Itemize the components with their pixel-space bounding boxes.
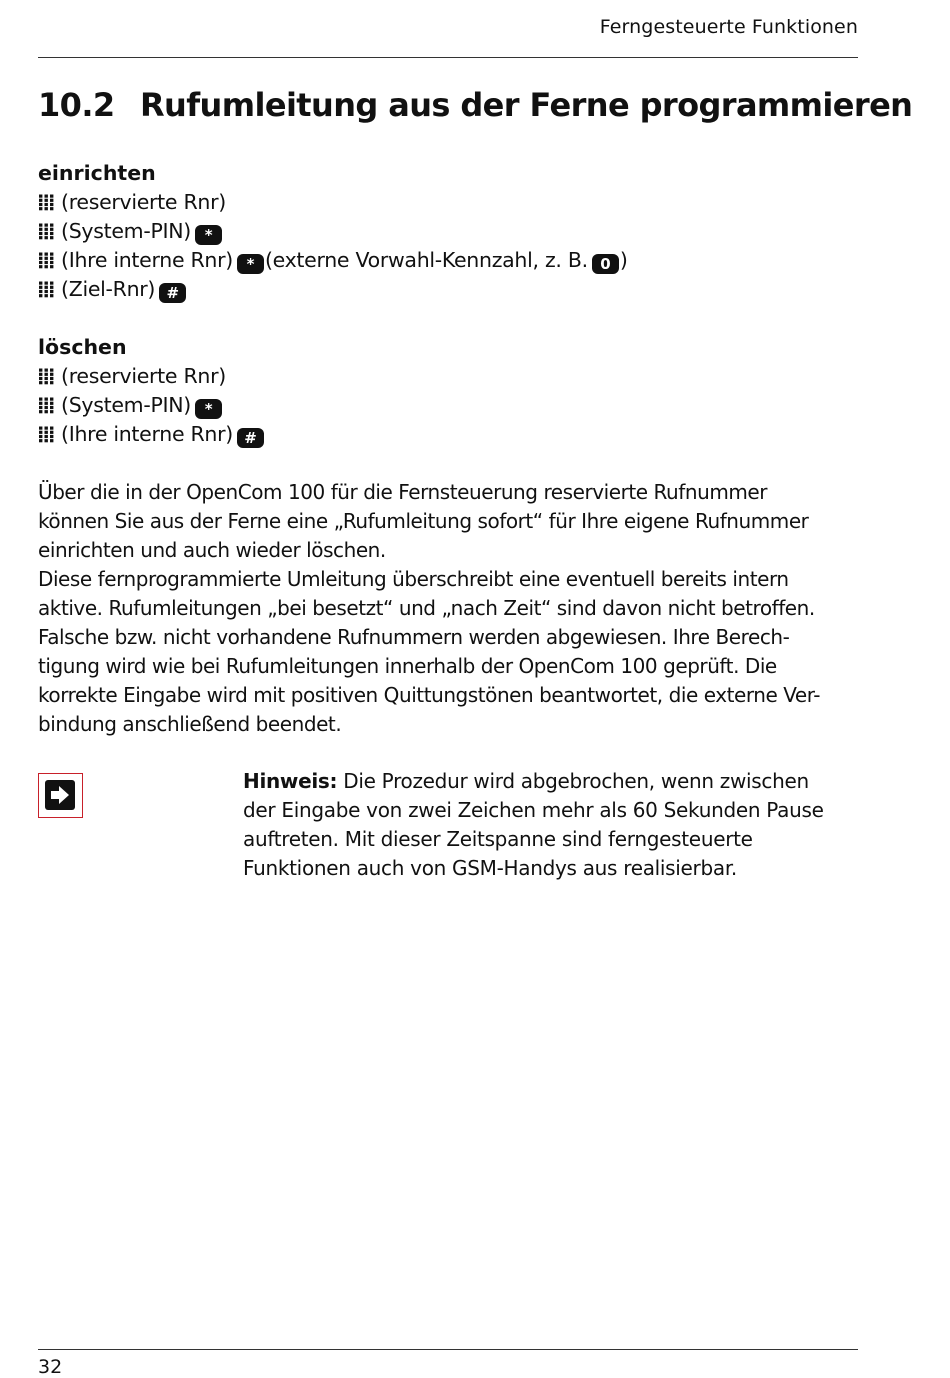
arrow-right-icon xyxy=(45,780,75,810)
section-heading xyxy=(38,86,912,124)
header-rule xyxy=(38,57,858,58)
step-text: (Ziel-Rnr) xyxy=(61,277,156,301)
loeschen-step-1 xyxy=(38,362,265,391)
step-text: (reservierte Rnr) xyxy=(61,190,226,214)
keypad-icon xyxy=(38,277,55,294)
loeschen-block xyxy=(38,333,265,449)
loeschen-title: löschen xyxy=(38,335,127,359)
step-text-after: (externe Vorwahl-Kennzahl, z. B. xyxy=(264,248,588,272)
footer-rule xyxy=(38,1349,858,1350)
step-text: (System-PIN) xyxy=(61,219,191,243)
body-line: aktive. Rufumleitungen „bei besetzt“ und „nach Zeit“ sind davon nicht betroffen. xyxy=(38,596,815,620)
note-line: Die Prozedur wird abgebrochen, wenn zwischen xyxy=(343,769,809,793)
loeschen-step-3 xyxy=(38,420,265,449)
einrichten-step-2 xyxy=(38,217,628,246)
step-text: (Ihre interne Rnr) xyxy=(61,422,233,446)
body-line: einrichten und auch wieder löschen. xyxy=(38,538,386,562)
hash-key-icon: # xyxy=(237,428,264,448)
keypad-icon xyxy=(38,364,55,381)
keypad-icon xyxy=(38,422,55,439)
body-paragraph xyxy=(38,478,866,739)
einrichten-block xyxy=(38,159,628,304)
note-label: Hinweis: xyxy=(243,769,338,793)
loeschen-step-2 xyxy=(38,391,265,420)
step-text: (reservierte Rnr) xyxy=(61,364,226,388)
keypad-icon xyxy=(38,219,55,236)
zero-key-icon: 0 xyxy=(592,254,619,274)
keypad-icon xyxy=(38,190,55,207)
body-line: Über die in der OpenCom 100 für die Fernsteuerung reservierte Rufnummer xyxy=(38,480,768,504)
note-line: der Eingabe von zwei Zeichen mehr als 60 Sekunden Pause xyxy=(243,798,824,822)
body-line: Diese fernprogrammierte Umleitung überschreibt eine eventuell bereits intern xyxy=(38,567,789,591)
body-line: können Sie aus der Ferne eine „Rufumleitung sofort“ für Ihre eigene Rufnummer xyxy=(38,509,809,533)
einrichten-title: einrichten xyxy=(38,161,156,185)
body-line: Falsche bzw. nicht vorhandene Rufnummern werden abgewiesen. Ihre Berech- xyxy=(38,625,790,649)
star-key-icon: * xyxy=(195,225,222,245)
step-text: (Ihre interne Rnr) xyxy=(61,248,233,272)
page-number: 32 xyxy=(38,1356,63,1378)
keypad-icon xyxy=(38,393,55,410)
note-line: Funktionen auch von GSM-Handys aus realisierbar. xyxy=(243,856,737,880)
manual-page xyxy=(38,0,913,1378)
note-line: auftreten. Mit dieser Zeitspanne sind ferngesteuerte xyxy=(243,827,753,851)
keypad-icon xyxy=(38,248,55,265)
star-key-icon: * xyxy=(195,399,222,419)
hash-key-icon: # xyxy=(159,283,186,303)
einrichten-step-4 xyxy=(38,275,628,304)
body-line: bindung anschließend beendet. xyxy=(38,712,342,736)
body-line: korrekte Eingabe wird mit positiven Quittungstönen beantwortet, die externe Ver- xyxy=(38,683,821,707)
body-line: tigung wird wie bei Rufumleitungen innerhalb der OpenCom 100 geprüft. Die xyxy=(38,654,777,678)
einrichten-step-1 xyxy=(38,188,628,217)
star-key-icon: * xyxy=(237,254,264,274)
step-text: (System-PIN) xyxy=(61,393,191,417)
einrichten-step-3 xyxy=(38,246,628,275)
section-title: Rufumleitung aus der Ferne programmieren xyxy=(140,86,913,124)
step-text-close: ) xyxy=(619,248,628,272)
note-text xyxy=(243,767,858,883)
section-number: 10.2 xyxy=(38,86,115,124)
running-header: Ferngesteuerte Funktionen xyxy=(599,16,858,38)
note-icon-box xyxy=(38,773,83,818)
